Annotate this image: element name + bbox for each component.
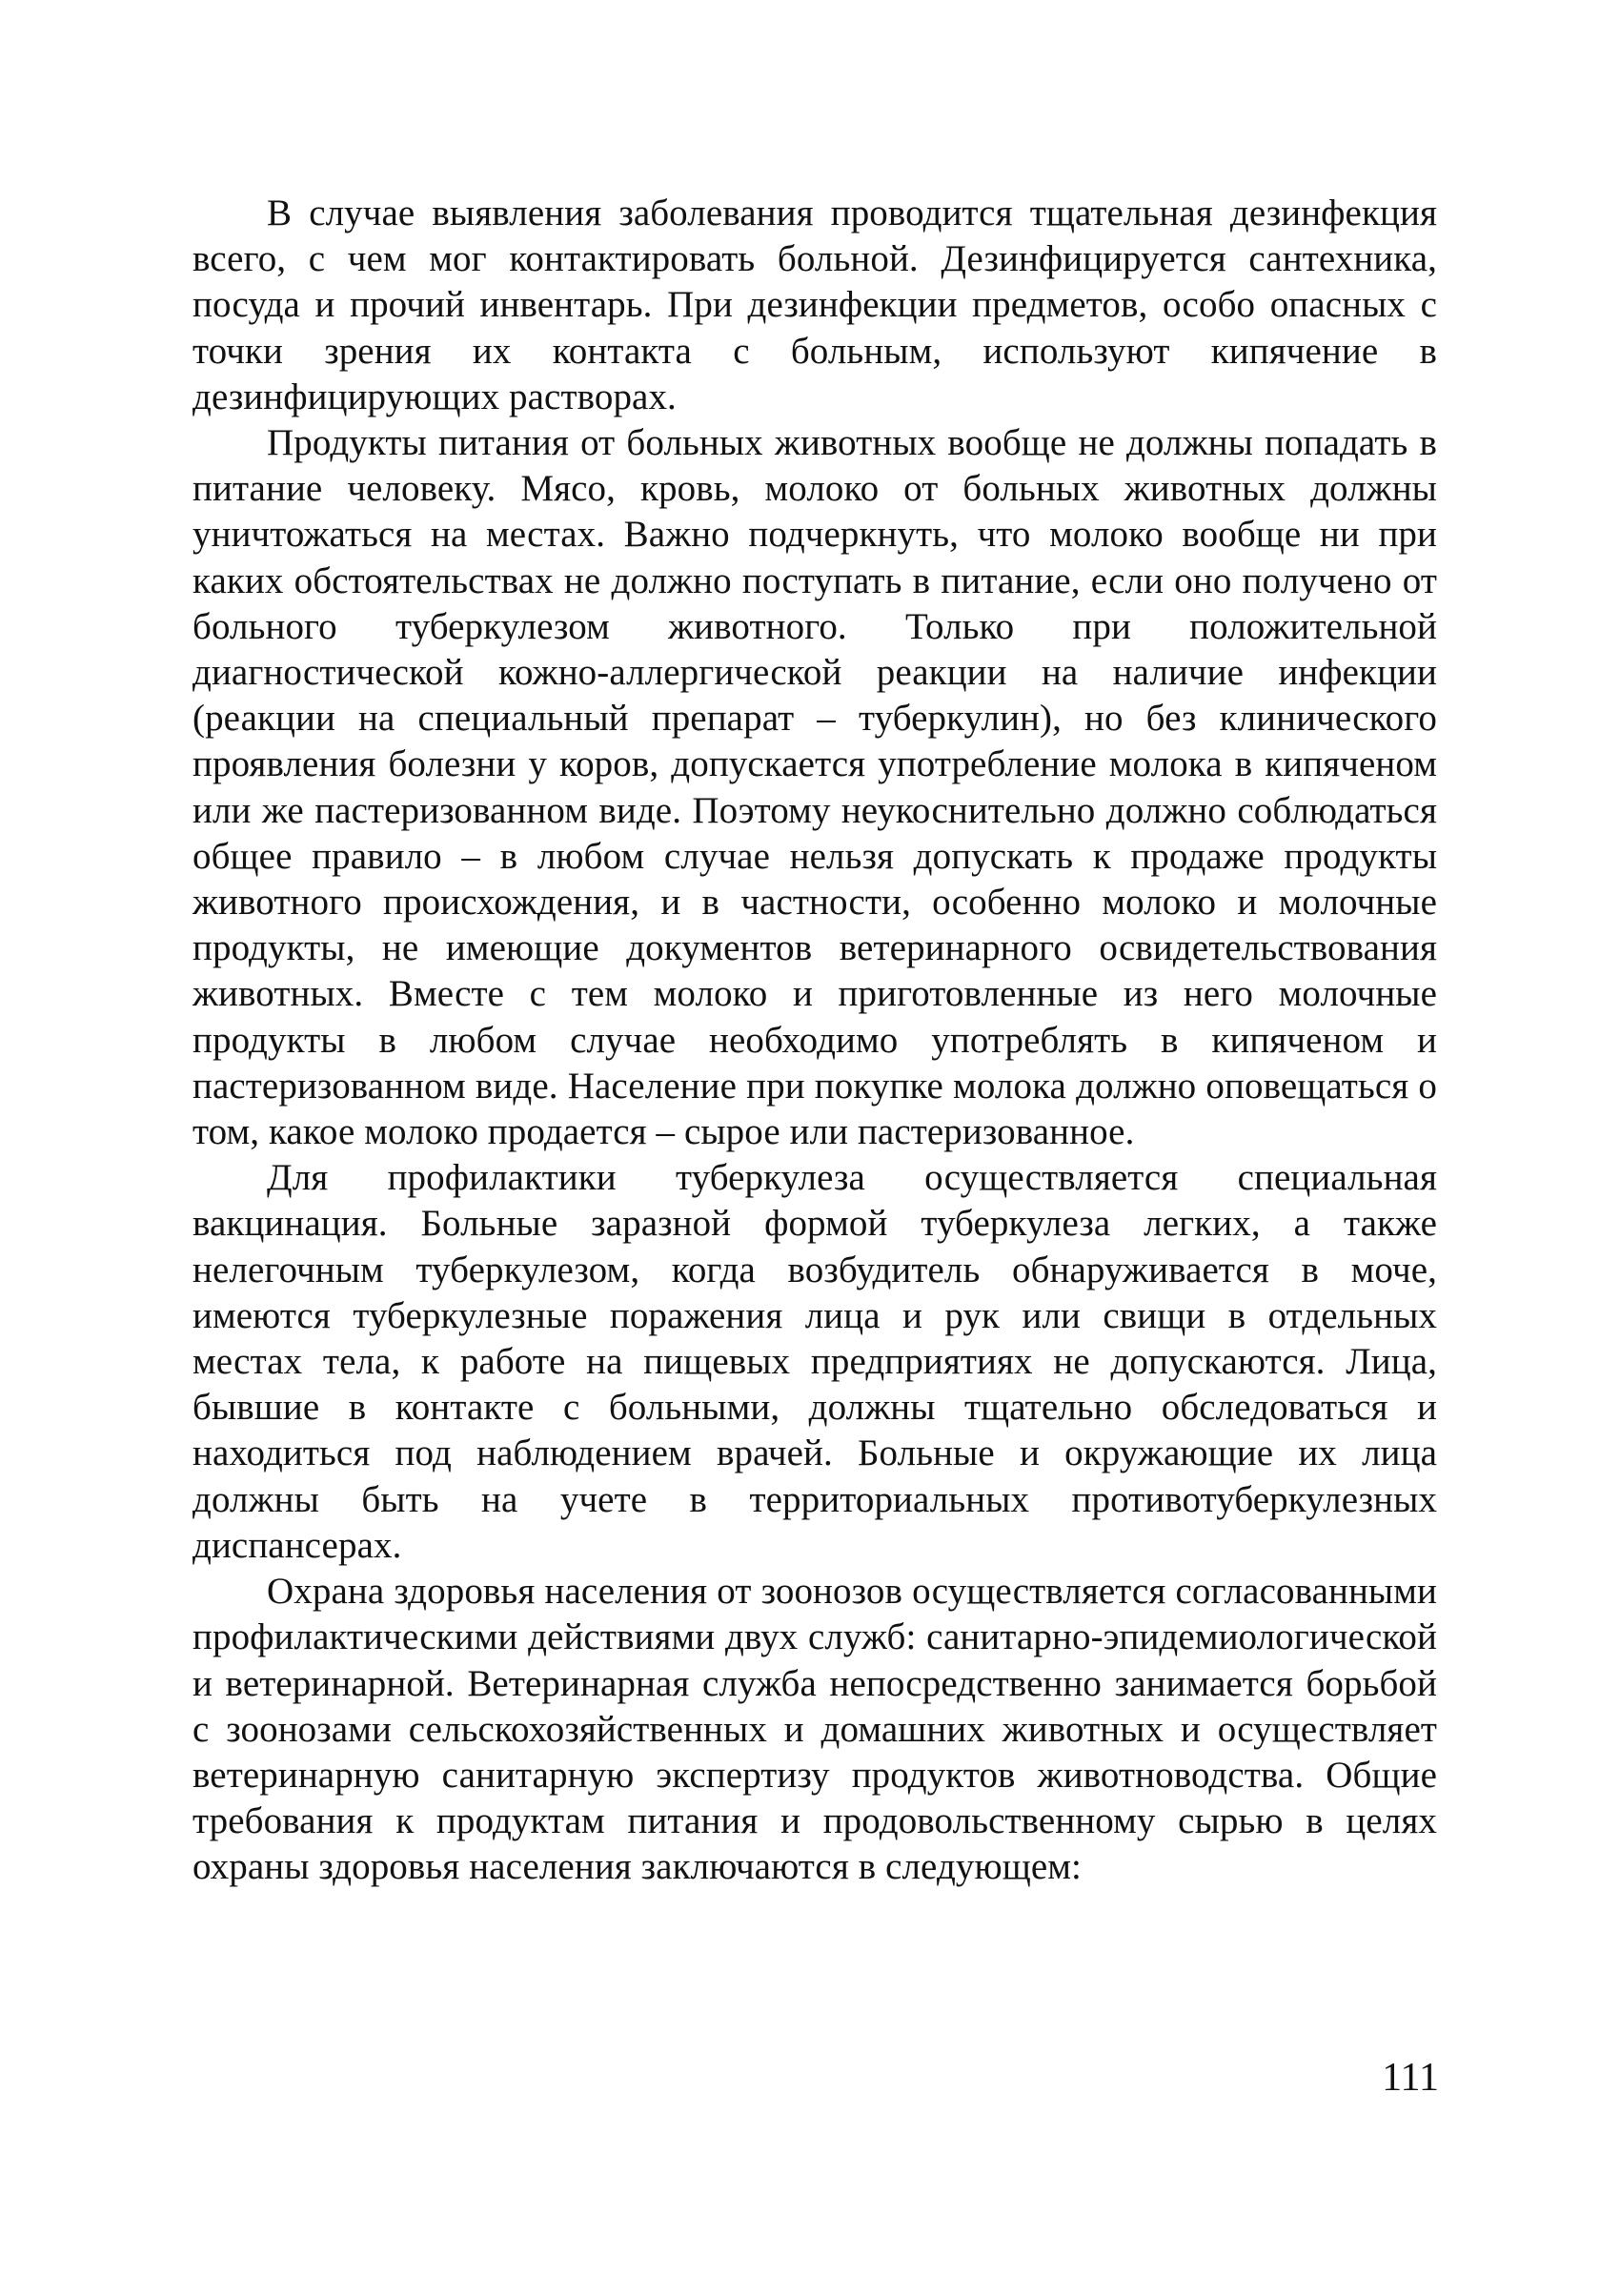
paragraph-tuberculosis-prevention: Для профилактики туберкулеза осуществляется специальная вакцинация. Больные заразной формой туберкулеза легких, а также нелегочным туберкулезом, когда возбудитель обнаруживается в моче, имеются туберкулезные поражения лица и рук или свищи в отдельных местах тела, к работе на пищевых предприятиях не допускаются. Лица, бывшие в контакте с больными, должны тщательно обследоваться и находиться под наблюдением врачей. Больные и окружающие их лица должны быть на учете в территориальных противотуберкулезных диспансерах. <box>192 1157 1437 1566</box>
paragraph-food-products: Продукты питания от больных животных вообще не должны попадать в питание человеку. Мясо, кровь, молоко от больных животных должны уничтожаться на местах. Важно подчеркнуть, что молоко вообще ни при каких обстоятельствах не должно поступать в питание, если оно получено от больного туберкулезом животного. Только при положительной диагностической кожно-аллергической реакции на наличие инфекции (реакции на специальный препарат – туберкулин), но без клинического проявления болезни у коров, допускается употребление молока в кипяченом или же пастеризованном виде. Поэтому неукоснительно должно соблюдаться общее правило – в любом случае нельзя допускать к продаже продукты животного происхождения, и в частности, особенно молоко и молочные продукты, не имеющие документов ветеринарного освидетельствования животных. Вместе с тем молоко и приготовленные из него молочные продукты в любом случае необходимо употреблять в кипяченом и пастеризованном виде. Население при покупке молока должно оповещаться о том, какое молоко продается – сырое или пастеризованное. <box>192 422 1437 1153</box>
paragraph-zoonoses-protection: Охрана здоровья населения от зоонозов осуществляется согласованными профилактическими действиями двух служб: санитарно-эпидемиологической и ветеринарной. Ветеринарная служба непосредственно занимается борьбой с зоонозами сельскохозяйственных и домашних животных и осуществляет ветеринарную санитарную экспертизу продуктов животноводства. Общие требования к продуктам питания и продовольственному сырью в целях охраны здоровья населения заключаются в следующем: <box>192 1571 1437 1888</box>
page-number: 111 <box>1382 2056 1439 2100</box>
paragraph-disinfection: В случае выявления заболевания проводится тщательная дезинфекция всего, с чем мог контактировать больной. Дезинфицируется сантехника, посуда и прочий инвентарь. При дезинфекции предметов, особо опасных с точки зрения их контакта с больным, используют кипячение в дезинфицирующих растворах. <box>192 193 1437 417</box>
body-text <box>192 191 1437 1891</box>
